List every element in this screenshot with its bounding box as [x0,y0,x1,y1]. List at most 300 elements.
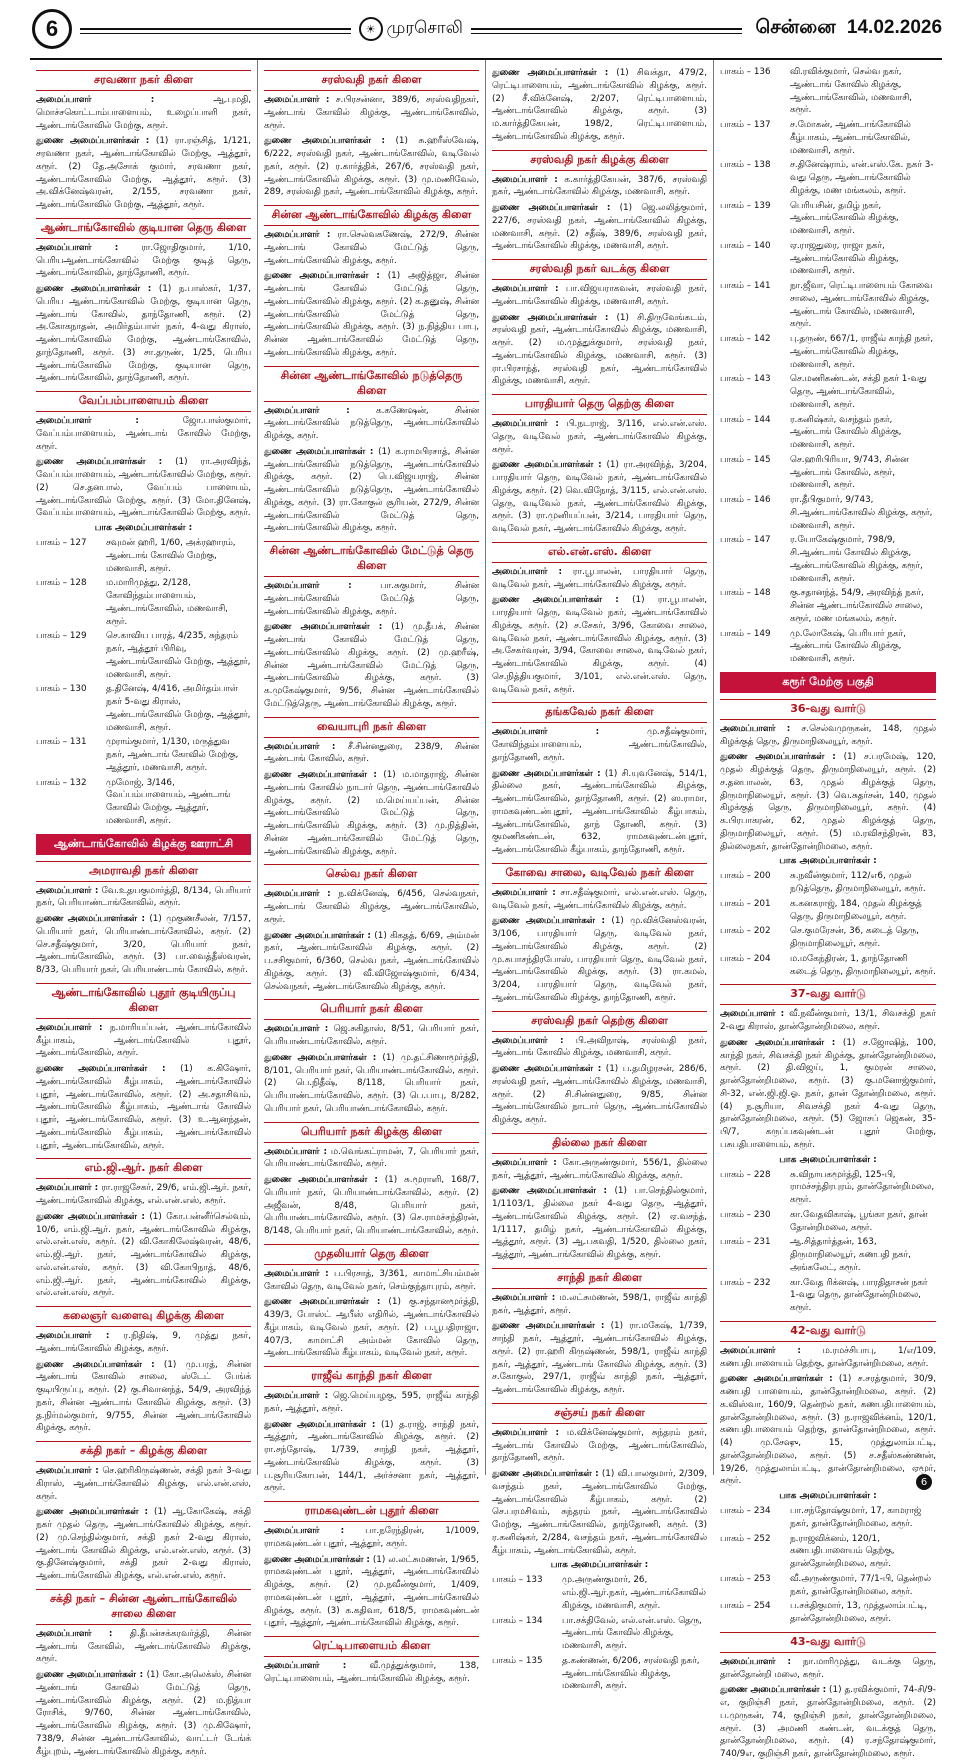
booth-entry [720,1169,936,1207]
member-details: (1) மு.பரத், சின்ன ஆண்டாங் கோவில் சாலை, ஸ்டேட் பேங்க் குடியிருப்பு, கரூர். (2) கு.சிவானந்த், 54/9, அரவிந்த் நகர், சின்ன ஆண்டாங் கோவில் கிழக்கு, கரூர். (3) த.நிர்மல்குமார், 9/755, சின்ன ஆண்டாங்கோவில் கிழக்கு, கரூர். [36,1359,251,1434]
member-paragraph [492,1468,707,1557]
booth-number: பாகம் – 147 [720,535,771,546]
booth-entry [36,577,251,628]
booth-member: ம.மகேந்திரன், 1, தாந்தோணி கடைத் தெரு, திருமாநிலையூர், கரூர். [790,953,936,977]
section-heading: பெரியார் நகர் கிளை [264,999,479,1020]
role-label: அமைப்பாளர் : [492,727,600,738]
member-paragraph [264,270,479,359]
role-label: துணை அமைப்பாளர்கள் : [492,1321,605,1332]
section-heading: 36-வது வார்டு [720,699,936,720]
role-label: அமைப்பாளர் : [264,1391,329,1401]
booth-entry [720,898,936,924]
role-label: துணை அமைப்பாளர்கள் : [36,1507,149,1518]
member-paragraph [36,242,251,280]
role-label: துணை அமைப்பாளர்கள் : [264,271,380,282]
member-paragraph [492,312,707,389]
booth-entry [720,454,936,492]
role-label: துணை அமைப்பாளர்கள் : [492,768,601,779]
booth-entry [720,587,936,625]
role-label: அமைப்பாளர் : [36,242,119,253]
member-paragraph [492,1185,707,1262]
member-paragraph [720,1656,936,1682]
booth-entry [720,66,936,117]
member-paragraph [36,94,251,132]
subheading: பாக அமைப்பாளர்கள் : [550,1560,649,1571]
role-label: துணை அமைப்பாளர்கள் : [720,752,836,763]
section-heading: ஆண்டாங்கோவில் புதூர் குடியிருப்பு கிளை [36,983,251,1019]
member-paragraph [264,1174,479,1238]
member-details: ஜெ.மெய்யழகு, 595, ராஜீவ் காந்தி நகர், ஆத்தூர், கரூர். [264,1391,479,1414]
role-label: துணை அமைப்பாளர்கள் : [492,1064,602,1074]
member-paragraph [36,1182,251,1208]
booth-number: பாகம் – 204 [720,953,771,964]
member-details: (1) சி.யுவனேஷ், 514/1, தில்லை நகர், ஆண்டாங்கோவில் கிழக்கு, ஆண்டாங்கோவில், தாந்தோணி, கரூர். (2) ஸ.ராமா, ராமகவுண்டன்புதூர், ஆண்டாங்கோவில் கீழ்பாகம், ஆண்டாங்கோவில், தாந் தோணி, கரூர். (3) குமணிகண்டன், 632, ராமகவுண்டன்புதூர், ஆண்டாங்கோவில் கீழ்பாகம், தாந்தோணி, கரூர். [492,768,707,855]
member-details: (1) ம.மாதராஜ், சின்ன ஆண்டாங் கோவில் நாடார் தெரு, ஆண்டாங்கோவில் கிழக்கு, கரூர். (2) ம.மெய்யப்பன், சின்ன ஆண்டாங்கோவில் மேட்டுத் தெரு, ஆண்டாங்கோவில் கிழக்கு, கரூர். (3) மு.நித்தின், சின்ன ஆண்டாங்கோவில் மேட்டுத் தெரு, ஆண்டாங்கோவில் கிழக்கு, கரூர். [264,770,479,857]
role-label: அமைப்பாளர் : [264,405,350,416]
member-details: பா.சுகுமார், சின்ன ஆண்டாங்கோவில் மேட்டுத் தெரு, ஆண்டாங்கோவில் கிழக்கு, கரூர். [264,581,479,617]
member-details: (1) ப.தமிழரசன், 286/6, சரஸ்வதி நகர், ஆண்டாங்கோவில் கிழக்கு, மணவாசி, கரூர். (2) சி.சின்னதுரை, 9/85, சின்ன ஆண்டாங்கோவில் நாடார் தெரு, ஆண்டாங்கோவில் கிழக்கு, கரூர். [492,1064,707,1125]
booth-member: வீ.அருண்குமார், 77/1-பி, தென்றல் நகர், தான்தோன்றிமலை, கரூர். [790,1573,931,1597]
member-paragraph [264,1146,479,1172]
member-details: (1) ஆ.கோகேஷ், சக்தி நகர் முதல் தெரு, ஆண்டாங்கோவில் கிழக்கு, கரூர். (2) மு.செந்தில்குமார், சக்தி நகர் 2-வது கிராஸ், ஆண்டாங் கோவில் கிழக்கு, எல்.என்.எஸ், கரூர். (3) கு.தினேஷ்குமார், சக்தி நகர் 2-வது கிராஸ், ஆண்டாங்கோவில் கிழக்கு, எல்.என்.எஸ், கரூர். [36,1507,251,1581]
member-paragraph [36,1330,251,1356]
booth-number: பாகம் – 128 [36,578,87,589]
dateline-date: 14.02.2026 [846,17,943,38]
member-details: பி.நடராஜ், 3/116, எல்.என்.எஸ். தெரு, வடிவேல் நகர், ஆண்டாங்கோவில் கிழக்கு, கரூர். [492,419,707,455]
role-label: அமைப்பாளர் : [264,1661,347,1671]
booth-member: த.கண்ணன், 6/206, சரஸ்வதி நகர், ஆண்டாங்கோவில் கிழக்கு, மணவாசி, கரூர். [562,1655,700,1692]
member-details: ம.வெங்கட்ராமன், 7, பெரியார் நகர், பெரியாண்டாங்கோவில், கரூர். [264,1146,479,1170]
role-label: துணை அமைப்பாளர்கள் : [36,457,163,468]
section-heading: எம்.ஜி.ஆர். நகர் கிளை [36,1158,251,1179]
role-label: துணை அமைப்பாளர்கள் : [36,1359,155,1370]
role-label: துணை அமைப்பாளர்கள் : [264,622,383,633]
section-heading: சாந்தி நகர் கிளை [492,1268,707,1289]
member-paragraph [720,1345,936,1371]
member-details: கோ.அருண்குமார், 556/1, தில்லை நகர், ஆத்தூர், ஆண்டாங்கோவில் கிழக்கு, கரூர். [492,1157,707,1181]
role-label: அமைப்பாளர் : [36,885,99,896]
role-label: அமைப்பாளர் : [720,1009,785,1020]
booth-member: மு.லோகேஷ், பெரியார் நகர், ஆண்டாங் கோவில் கிழக்கு, மணவாசி, கரூர். [790,628,906,664]
member-paragraph [264,135,479,199]
member-details: ச.செல்வமுருகன், 148, முதல் கிழக்குத் தெரு, திருமாநிலையூர், கரூர். [720,723,936,747]
booth-number: பாகம் – 230 [720,1209,771,1220]
role-label: துணை அமைப்பாளர்கள் : [36,284,152,294]
booth-entry [720,870,936,896]
booth-number: பாகம் – 234 [720,1506,771,1516]
member-paragraph [492,283,707,309]
booth-member: ம.மாரிமுத்து, 2/128, கோவிந்தம்பாளையம், ஆண்டாங்கோவில், மணவாசி, கரூர். [106,578,228,627]
role-label: துணை அமைப்பாளர்கள் : [36,1211,145,1222]
booth-member: கா.வேத ரிக்னஷ், பாரதிதாசன் நகர் 1-வது தெரு, தான்தோன்றிமலை, கரூர். [790,1277,928,1313]
booth-entry [720,628,936,666]
role-label: அமைப்பாளர் : [36,1331,110,1341]
booth-entry [720,925,936,951]
booth-number: பாகம் – 202 [720,926,771,937]
header-rule-right [471,28,742,30]
column-1 [30,60,258,1757]
booth-entry [492,1655,707,1693]
booth-number: பாகம் – 142 [720,334,771,344]
booth-entry [720,1600,936,1626]
booth-member: முராம்குமார், 1/130, மருத்துவ நகர், ஆண்டாங் கோவில் மேற்கு, ஆத்தூர், மணவாசி, கரூர். [106,737,239,773]
section-heading: பெரியார் நகர் கிழக்கு கிளை [264,1122,479,1143]
member-paragraph [492,1063,707,1127]
booth-entry [720,1533,936,1571]
booth-entry [720,119,936,157]
member-paragraph [492,566,707,592]
column-3 [486,60,714,1692]
member-paragraph [36,1628,251,1666]
role-label: துணை அமைப்பாளர்கள் : [264,1175,378,1185]
section-heading: சக்தி நகர் – கிழக்கு கிளை [36,1441,251,1462]
role-label: அமைப்பாளர் : [36,416,139,426]
member-details: (1) கிகதத், 6/69, அம்மன் நகர், ஆண்டாங்கோவில் கிழக்கு, கரூர். (2) ப.சசிகுமார், 6/360, செல்வ நகர், ஆண்டாங்கோவில் கிழக்கு, கரூர். (3) வீ.விஜோஷ்குமார், 6/434, செல்வநகர், ஆண்டாங்கோவில் கிழக்கு, கரூர். [264,930,479,992]
member-details: (1) சு.மூராளி, 168/7, பெரியார் நகர், பெரியாண்டாங்கோவில், கரூர். (2) அஜீவன், 8/48, பெரியார் நகர், பெரியாண்டாங்கோவில், கரூர். (3) செ.ராமச்சந்திரன், 8/148, பெரியார் நகர், பெரியாண்டாங்கோவில், கரூர். [264,1175,479,1236]
role-label: துணை அமைப்பாளர்கள் : [492,203,611,213]
section-heading: சரஸ்வதி நகர் கிழக்கு கிளை [492,150,707,171]
booth-number: பாகம் – 141 [720,281,771,291]
member-details: ர.நிதிஷ், 9, முத்து நகர், ஆண்டாங்கோவில் கிழக்கு, கரூர். [36,1331,252,1354]
member-paragraph [36,913,251,977]
role-label: துணை அமைப்பாளர்கள் : [492,1469,599,1479]
booth-entry [720,1209,936,1235]
subheading: பாக அமைப்பாளர்கள் : [779,1154,877,1165]
booth-entry [720,240,936,278]
section-heading: சரஸ்வதி நகர் தெற்கு கிளை [492,1011,707,1032]
role-label: அமைப்பாளர் : [492,1157,557,1168]
role-label: துணை அமைப்பாளர்கள் : [264,1052,377,1063]
member-details: (1) மு.விக்னேஸ்வரன், 3/106, பாரதியார் தெரு, வடிவேல் நகர், ஆண்டாங்கோவில் கிழக்கு, கரூர். (2) மு.சுபாசந்திரபோஸ், பாரதியார் தெரு, வடிவேல் நகர், ஆண்டாங்கோவில் கிழக்கு, கரூர். (3) ரா.கமல், 3/204, பாரதியார் தெரு, வடிவேல் நகர், ஆண்டாங்கோவில் கிழக்கு, தாந்தோணி, கரூர். [492,916,707,1003]
role-label: துணை அமைப்பாளர்கள் : [492,595,619,606]
member-details: (1) ஜெ.லலித்குமார், 227/6, சரஸ்வதி நகர், ஆண்டாங்கோவில் கிழக்கு, மணவாசி, கரூர். (2) சதீஷ், 389/6, சரஸ்வதி நகர், ஆண்டாங்கோவில் கிழக்கு, மணவாசி, கரூர். [492,203,707,252]
member-paragraph [36,1211,251,1300]
member-paragraph [36,415,251,453]
booth-number: பாகம் – 140 [720,240,771,251]
role-label: அமைப்பாளர் : [264,581,352,591]
role-label: அமைப்பாளர் : [492,419,559,429]
booth-number: பாகம் – 134 [492,1615,543,1626]
role-label: அமைப்பாளர் : [264,1268,329,1279]
section-heading: 42-வது வார்டு [720,1321,936,1342]
member-details: (1) கு.சந்தானமூர்த்தி, 439/3, போஸ்ட் ஆபீஸ் எதிரில், ஆண்டாங்கோவில் கீழ்பாகம், வடிவேல் நகர், கரூர். (2) ப.பூபதிராஜா, 407/3, காமாட்சி அம்மன் கோவில் தெரு, ஆண்டாங்கோவில் கீழ்பாகம், வடிவேல் நகர், கரூர். [264,1297,479,1359]
member-paragraph [492,1427,707,1465]
section-heading: எல்.என்.எஸ். கிளை [492,542,707,563]
booth-number: பாகம் – 135 [492,1655,543,1666]
role-label: அமைப்பாளர் : [264,741,336,752]
member-details: (1) கோ.பன்னீர்செல்வம், 10/6, எம்.ஜி.ஆர். நகர், ஆண்டாங்கோவில் கிழக்கு, எல்.என்.எஸ், கரூர். (2) வி.கோகிலேஷ்வரன், 48/6, எம்.ஜி.ஆர். நகர், ஆண்டாங்கோவில் கிழக்கு, எல்.என்.எஸ், கரூர். (3) வி.கோபிநாத், 48/6, எம்.ஜி.ஆர். நகர், ஆண்டாங்கோவில் கிழக்கு, எல்.என்.எஸ், கரூர். [36,1211,251,1299]
booth-member: த.தினேஷ், 4/416, அமிர்தம்பாள் நகர் 5-வது கிராஸ், ஆண்டாங்கோவில் மேற்கு, ஆத்தூர், மணவாசி, கரூர். [106,684,251,733]
member-details: (1) ரா.ரஞ்சித், 1/121, சரவணா நகர், ஆண்டாங்கோவில் மேற்கு, ஆத்தூர், கரூர். (2) தே.அசோக் குமார், சரவணா நகர், ஆண்டாங்கோவில் மேற்கு, ஆத்தூர், கரூர். (3) அ.விக்னேஷ்வரன், 2/155, சரவணா நகர், ஆண்டாங்கோவில் மேற்கு, ஆத்தூர், கரூர். [36,136,251,210]
role-label: துணை அமைப்பாளர்கள் : [264,136,386,147]
booth-member: செ.குமரேசன், 36, கடைத் தெரு, திருமாநிலையூர், கரூர். [790,926,919,949]
booth-number: பாகம் – 228 [720,1169,771,1180]
member-paragraph [36,885,251,911]
member-details: (1) ச.ஜோஷித், 100, காந்தி நகர், சிவசக்தி நகர் கிழக்கு, தான்தோன்றிமலை, கரூர். (2) தி.விஜய், 1, குமரன் சாலை, தான்தோன்றிமலை, கரூர். (3) கு.மனோஜ்குமார், சி-32, என்.ஜி.ஜி.ஓ. நகர், தான் தோன்றிமலை, கரூர். (4) ந.சூரியா, சிவசக்தி நகர் 4-வது தெரு, தான்தோன்றிமலை, கரூர். (5) ஜோசப் ஜெகன், 35-பி/7, கருப்பகவுண்டன் புதூர் மேற்கு, பசுபதிபாளையம், கரூர். [720,1037,936,1150]
booth-member: ர.கனிஷ்கர், வசந்தம் நகர், ஆண்டாங் கோவில் கிழக்கு, மணவாசி, கரூர். [790,414,902,450]
section-heading: ரெட்டிபாளையம் கிளை [264,1636,479,1657]
booth-entry [36,777,251,828]
dateline-city: சென்னை [755,17,836,38]
booth-entry [36,537,251,575]
footer-page-number: 6 [916,1474,932,1490]
masthead-logo [359,17,464,41]
role-label: அமைப்பாளர் : [264,95,330,105]
booth-entry [720,280,936,331]
member-paragraph [264,229,479,267]
role-label: அமைப்பாளர் : [264,230,331,240]
section-heading: கோவை சாலை, வடிவேல் நகர் கிளை [492,863,707,884]
booth-member: ந.ராஜவிக்னம், 120/1, கணபதிபாளையம் தெற்கு, தான்தோன்றிமலை, கரூர். [790,1533,895,1569]
member-paragraph [264,888,479,926]
role-label: அமைப்பாளர் : [264,1146,328,1157]
member-paragraph [264,769,479,858]
member-details: தி.தீபன்சக்கரவர்த்தி, சின்ன ஆண்டாங் கோவில், ஆண்டாங்கோவில் கிழக்கு, கரூர். [36,1628,252,1665]
member-details: (1) ந.பாஸ்கர், 1/37, பெரிய ஆண்டாங்கோவில் மேற்கு, குடியான தெரு, ஆண்டாங் கோவில், தாந்தோணி, கரூர். (2) அ.கோகநாதன், அமிர்தம்பாள் நகர், 4-வது கிராஸ், ஆண்டாங்கோவில் மேற்கு, ஆண்டாங்கோவில், தாந்தோணி, கரூர். (3) சா.தருண், 1/25, பெரிய ஆண்டாங்கோவில் மேற்கு, குடியான தெரு, ஆண்டாங்கோவில், தாந்தோணி, கரூர். [36,284,252,384]
booth-entry [720,414,936,452]
role-label: அமைப்பாளர் : [492,566,563,577]
booth-number: பாகம் – 139 [720,200,771,211]
section-heading: சரவணா நகர் கிளை [36,70,251,91]
booth-member: ரா.தீபிகுமார், 9/743, சி.ஆண்டாங்கோவில் கிழக்கு, கரூர், மணவாசி, கரூர். [790,495,933,531]
role-label: அமைப்பாளர் : [492,284,559,294]
section-heading: வையாபுரி நகர் கிளை [264,717,479,738]
member-details: ரா.செல்வகணேஷ், 272/9, சின்ன ஆண்டாங் கோவில் மேட்டுத் தெரு, ஆண்டாங்கோவில் கிழக்கு, கரூர். [264,230,479,266]
column-4 [714,60,942,1759]
role-label: துணை அமைப்பாளர்கள் : [492,916,605,927]
area-banner: கரூர் மேற்கு பகுதி [720,672,936,693]
role-label: துணை அமைப்பாளர்கள் : [264,770,377,780]
member-paragraph [264,446,479,535]
booth-entry [720,534,936,585]
section-heading: ஆண்டாங்கோவில் குடியான தெரு கிளை [36,218,251,239]
member-details: (1) சிவக்தா, 479/2, ரெட்டிபாளையம், ஆண்டாங்கோவில் கிழக்கு, கரூர். (2) சீ.விக்னேஷ், 2/207, ரெட்டிபாளையம், ஆண்டாங்கோவில் கிழக்கு, கரூர். (3) ம.கார்த்திகேயன், 198/2, ரெட்டிபாளையம், ஆண்டாங்கோவில் கிழக்கு, கரூர். [492,68,707,142]
member-details: ஆ.புமதி, மொச்சகொட்டாம்பாளையம், உழைப்பாளி நகர், ஆண்டாங்கோவில் மேற்கு, கரூர். [36,95,251,131]
role-label: அமைப்பாளர் : [36,1628,113,1639]
section-heading: 37-வது வார்டு [720,984,936,1005]
booth-member: சு.விநாயகமூர்த்தி, 125-பி, ராமச்சந்திரபுரம், தான்தோன்றிமலை, கரூர். [790,1169,935,1205]
member-paragraph [492,202,707,253]
member-details: ந.மாரியப்பன், ஆண்டாங்கோவில் கீழ்பாகம், ஆண்டாங்கோவில் புதூர், ஆண்டாங்கோவில், கரூர். [36,1022,252,1059]
booth-member: செ.ஹரிபிரியா, 9/743, சின்ன ஆண்டாங் கோவில், கரூர், மணவாசி, கரூர். [790,454,909,491]
member-details: (1) ரா.அரவிந்த், வேப்பம்பாளையம், ஆண்டாங்கோவில் மேற்கு, கரூர். (2) செ.தனபால், வேப்பம் பாளையம், ஆண்டாங்கோவில் மேற்கு, கரூர். (3) மோ.தினேஷ், வேப்பம்பாளையம், ஆண்டாங்கோவில் மேற்கு, கரூர். [36,457,251,519]
member-details: பா.விஜயராகவன், சரஸ்வதி நகர், ஆண்டாங்கோவில் கிழக்கு, மணவாசி, கரூர். [492,284,707,307]
role-label: அமைப்பாளர் : [264,889,331,900]
role-label: துணை அமைப்பாளர்கள் : [492,1186,608,1197]
booth-number: பாகம் – 232 [720,1277,771,1288]
role-label: அமைப்பாளர் : [492,174,558,185]
member-details: சீ.சின்னதுரை, 238/9, சின்ன ஆண்டாங் கோவில், கரூர். [264,741,479,765]
member-details: வே.உதயகுமார்த்தி, 8/134, பெரியார் நகர், பெரியாண்டாங்கோவில், கரூர். [36,885,252,909]
booth-number: பாகம் – 127 [36,538,87,548]
section-heading: செல்வ நகர் கிளை [264,864,479,885]
member-paragraph [492,67,707,144]
member-details: (1) ரா.பூபாலன், பாரதியார் தெரு, வடிவேல் நகர், ஆண்டாங்கோவில் கிழக்கு, கரூர். (2) ச.சேகர், 3/96, கோவை சாலை, வடிவேல் நகர், ஆண்டாங்கோவில் கிழக்கு, கரூர். (3) அ.சேகர்வரன், 3/94, கோவை சாலை, வடிவேல் நகர், ஆண்டாங்கோவில் கிழக்கு, கரூர். (4) செ.நித்தியகுமார், 3/101, எல்.என்.எஸ். தெரு, வடிவேல் நகர், கரூர். [492,595,707,695]
section-heading: 43-வது வார்டு [720,1632,936,1653]
member-details: ம.லட்சுமணன், 598/1, ராஜீவ் காந்தி நகர், ஆத்தூர், கரூர். [492,1292,707,1316]
role-label: அமைப்பாளர் : [720,1656,792,1667]
role-label: அமைப்பாளர் : [36,1022,103,1033]
booth-entry [720,159,936,197]
member-paragraph [36,1669,251,1758]
member-details: ம.விக்னேஷ்குமார், சுந்தரம் நகர், ஆண்டாங் கோவில் மேற்கு, ஆண்டாங்கோவில், தாந்தோணி, கரூர். [492,1427,707,1464]
booth-number: பாகம் – 252 [720,1533,771,1544]
member-paragraph [492,459,707,536]
member-details: (1) க.ராமபிரசாத், சின்ன ஆண்டாங்கோவில் நடுத்தெரு, ஆண்டாங்கோவில் கிழக்கு, கரூர். (2) பெ.விஜயராஜ், சின்ன ஆண்டாங்கோவில் நடுத்தெரு, ஆண்டாங்கோவில் கிழக்கு, கரூர். (3) ரா.கோகுல் சூரியன், 272/9, சின்ன ஆண்டாங்கோவில் மேட்டுத் தெரு, ஆண்டாங்கோவில் கிழக்கு, கரூர். [264,446,479,534]
booth-member: பெரியசின், தமிழ் நகர், ஆண்டாங்கோவில் கிழக்கு, மணவாசி, கரூர். [790,200,899,236]
booth-number: பாகம் – 254 [720,1601,771,1612]
booth-number: பாகம் – 136 [720,67,771,77]
member-paragraph [36,135,251,212]
role-label: துணை அமைப்பாளர்கள் : [720,1374,833,1385]
role-label: துணை அமைப்பாளர்கள் : [36,914,145,924]
dateline [750,17,943,41]
booth-number: பாகம் – 129 [36,631,87,642]
role-label: அமைப்பாளர் : [264,1526,345,1536]
member-details: பி.அவிநாஷ், சரஸ்வதி நகர், ஆண்டாங் கோவில் கிழக்கு, மணவாசி, கரூர். [492,1035,708,1059]
subheading: பாக அமைப்பாளர்கள் : [779,1491,877,1501]
booth-member: நா.ஜீவா, ரெட்டிபாளையம் கோவை சாலை, ஆண்டாங்கோவில் கிழக்கு, ஆண்டாங் கோவில், மணவாசி, கரூர். [790,281,933,330]
member-paragraph [492,174,707,200]
booth-entry [492,1615,707,1653]
role-label: துணை அமைப்பாளர்கள் : [720,1685,827,1696]
member-paragraph [264,930,479,994]
member-paragraph [264,405,479,443]
member-paragraph [492,1320,707,1397]
booth-member: கு.சதானந்த், 54/9, அரவிந்த் நகர், சின்ன ஆண்டாங்கோவில் சாலை, கரூர், மண மங்கலம், கரூர். [790,588,924,624]
member-paragraph [36,1506,251,1583]
area-banner: ஆண்டாங்கோவில் கிழக்கு ஊராட்சி [36,834,251,855]
section-heading: கலைஞர் வளைவு கிழக்கு கிளை [36,1306,251,1327]
member-paragraph [492,594,707,696]
member-details: (1) ச.சரத்குமார், 30/9, கணபதி பாளையம், தான்தோன்றிமலை, கரூர். (2) க.விஸ்வா, 160/9, தென்றல் நகர், கணபதிபாளையம், தான்தோன்றிமலை, கரூர். (3) ந.ராஜவிக்னம், 120/1, கணபதிபாளையம் தெற்கு, தான்தோன்றிமலை, கரூர். (4) மு.சேஷு, 15, முத்துலாம்பட்டி, தான்தோன்றிமலை, கரூர். (5) ச.சதீஸ்கண்ணன், 19/26, முத்துலாம்பட்டி, தான்தோன்றிமலை, ஏமூர், கரூர். [720,1374,936,1487]
member-paragraph [36,1063,251,1152]
booth-entry [492,1574,707,1612]
member-details: (1) மு.தட்சிணாமூர்த்தி, 8/101, பெரியார் நகர், பெரியாண்டாங்கோவில், கரூர். (2) பெ.நிதீஷ், 8/118, பெரியார் நகர், பெரியாண்டாங்கோவில், கரூர். (3) பெ.பாபு, 8/282, பெரியார் நகர், பெரியாண்டாங்கோவில், கரூர். [264,1052,479,1114]
booth-entry [720,1505,936,1531]
member-details: ரா.ராஜசேகர், 29/6, எம்.ஜி.ஆர். நகர், ஆண்டாங்கோவில் கிழக்கு, எல்.என்.எஸ், கரூர். [36,1183,251,1206]
paper-name: முரசொலி [386,18,463,38]
role-label: அமைப்பாளர் : [36,1183,99,1194]
member-details: (1) த.ராஜ், சாந்தி நகர், ஆத்தூர், ஆண்டாங்கோவில் கிழக்கு, கரூர். (2) ரா.சந்தோஷ், 1/739, சாந்தி நகர், ஆத்தூர், ஆண்டாங்கோவில் கிழக்கு, கரூர். (3) ப.சூரியகோபன், 144/1, அர்ச்சனா நகர், ஆத்தூர், கரூர். [264,1419,479,1494]
booth-number: பாகம் – 253 [720,1573,771,1584]
member-paragraph [492,1035,707,1061]
booth-member: முமோஜ், 3/146, வேப்பம்பாளையம், ஆண்டாங் கோவில் மேற்கு, ஆத்தூர், மணவாசி, கரூர். [106,777,231,826]
member-paragraph [492,1157,707,1183]
booth-entry [720,953,936,979]
booth-entry [36,630,251,681]
member-details: (1) ரா.மகேஷ், 1/739, சாந்தி நகர், ஆத்தூர், ஆண்டாங்கோவில் கிழக்கு, கரூர். (2) ரா.ஹரி கிருஷ்ணன், 598/1, ராஜீவ் காந்தி நகர், ஆத்தூர், ஆண்டாங் கோவில் கிழக்கு, கரூர். (3) ச.கோகுல், 297/1, ராஜீவ் காந்தி நகர், ஆத்தூர், ஆண்டாங்கோவில் கிழக்கு, கரூர். [492,1321,707,1395]
role-label: துணை அமைப்பாளர்கள் : [36,1670,144,1680]
section-heading: தங்கவேல் நகர் கிளை [492,702,707,723]
booth-number: பாகம் – 132 [36,777,87,788]
booth-member: செ.காவிய பாரத், 4/235, சுந்தரம் நகர், ஆத்தூர் பிரிவு, ஆண்டாங்கோவில் மேற்கு, ஆத்தூர், மணவாசி, கரூர். [106,631,251,680]
booth-number: பாகம் – 130 [36,684,87,695]
role-label: துணை அமைப்பாளர்கள் : [492,460,602,471]
member-paragraph [720,751,936,853]
booth-member: கா.வேதவிகாஷ், பூங்கா நகர், தான் தோன்றிமலை, கரூர். [790,1209,928,1233]
section-heading: சின்ன ஆண்டாங்கோவில் நடுத்தெரு கிளை [264,366,479,402]
member-paragraph [720,723,936,749]
member-paragraph [36,283,251,385]
member-details: (1) சி.திருவேங்கடம், சரஸ்வதி நகர், ஆண்டாங்கோவில் கிழக்கு, மணவாசி, கரூர். (2) ம.முத்துக்குமார், சரஸ்வதி நகர், ஆண்டாங்கோவில் கிழக்கு, மணவாசி, கரூர். (3) ரா.பிரசாந்த், சரஸ்வதி நகர், ஆண்டாங்கோவில் கிழக்கு, மணவாசி, கரூர். [492,312,707,387]
section-heading: முதலியார் தெரு கிளை [264,1244,479,1265]
member-details: (1) ரா.அரவிந்த், 3/204, பாரதியார் தெரு, வடிவேல் நகர், ஆண்டாங்கோவில் கிழக்கு, கரூர். (2) வெ.விநோத், 3/115, எல்.என்.எஸ். தெரு, வடிவேல் நகர், ஆண்டாங்கோவில் கிழக்கு, கரூர். (3) ரா.முனியப்பன், 3/214, பாரதியார் தெரு, வடிவேல் நகர், ஆண்டாங்கோவில் கிழக்கு, கரூர். [492,460,707,534]
role-label: அமைப்பாளர் : [264,1024,329,1035]
subheading: பாக அமைப்பாளர்கள் : [779,856,877,867]
section-heading: சரஸ்வதி நகர் கிளை [264,70,479,91]
member-details: (1) முகுணசீலன், 7/157, பெரியார் நகர், பெரியாண்டாங்கோவில், கரூர். (2) செ.சதீஷ்குமார், 3/20, பெரியார் நகர், ஆண்டாங்கோவில், கரூர். (3) பா.வைத்தீஸ்வரன், 8/33, பெரியார் நகர், பெரியாண்டாங் கோவில், கரூர். [36,914,251,975]
booth-member: க.கனகராஜ், 184, முதல் கிழக்குத் தெரு, திருமாநிலையூர், கரூர். [790,898,922,922]
member-details: நா.மாரிமுத்து, வடக்கு தெரு, தான்தோன்றி மலை, கரூர். [720,1656,936,1680]
booth-entry [720,333,936,371]
page-number-badge: 6 [32,9,72,49]
booth-member: மு.அருண்குமார், 26, எம்.ஜி.ஆர்.நகர், ஆண்டாங்கோவில் கிழக்கு, மணவாசி, கரூர். [562,1575,706,1611]
member-paragraph [264,1023,479,1049]
member-details: ஜோ.பாஸ்குமார், வேப்பம்பாளையம், ஆண்டாங் கோவில் மேற்கு, கரூர். [36,416,251,452]
member-details: க.கணேஷன், சின்ன ஆண்டாங்கோவில் நடுத்தெரு, ஆண்டாங்கோவில் கிழக்கு, கரூர். [264,405,479,441]
section-heading: சின்ன ஆண்டாங்கோவில் மேட்டுத் தெரு கிளை [264,541,479,577]
member-paragraph [264,580,479,618]
member-paragraph [264,1660,479,1686]
section-heading: தில்லை நகர் கிளை [492,1133,707,1154]
member-details: ரா.ஜோதிகுமார், 1/10, பெரியஆண்டாங்கோவில் மேற்கு குடித் தெரு, ஆண்டாங்கோவில், தாந்தோணி, கரூர். [36,242,251,279]
role-label: துணை அமைப்பாளர்கள் : [720,1037,836,1048]
role-label: அமைப்பாளர் : [492,1035,564,1046]
member-details: (1) கோ.அலெக்ஸ், சின்ன ஆண்டாங் கோவில் மேட்டுத் தெரு, ஆண்டாங்கோவில் கிழக்கு, கரூர். (2) ம.நித்யா ரோசிக், 9/760, சின்ன ஆண்டாங்கோவில், ஆண்டாங்கோவில் கிழக்கு, கரூர். (3) மு.கிஷோர், 738/9, சின்ன ஆண்டாங்கோவில், வாட்டர் டேங்க் கீழ்புறம், ஆண்டாங்கோவில் கிழக்கு, கரூர். [36,1670,251,1757]
role-label: அமைப்பாளர் : [492,1427,560,1438]
role-label: அமைப்பாளர் : [492,1292,556,1303]
member-paragraph [720,1684,936,1761]
booth-number: பாகம் – 137 [720,120,771,130]
member-details: பா.நரேந்திரன், 1/1009, ராமகவுண்டன் புதூர், ஆத்தூர், கரூர். [264,1526,480,1549]
section-heading: ராமகவுண்டன் புதூர் கிளை [264,1501,479,1522]
member-details: ந.விக்னேஷ், 6/456, செல்வநகர், ஆண்டாங் கோவில் கிழக்கு, ஆண்டாங்கோவில், கரூர். [264,889,479,925]
member-details: மு.சதீஷ்குமார், கோவிந்தம்பாளையம், ஆண்டாங்கோவில், தாந்தோணி, கரூர். [492,727,707,763]
member-paragraph [264,94,479,132]
member-paragraph [264,1419,479,1496]
member-paragraph [492,915,707,1004]
booth-member: ப.சக்திகுமார், 13, முத்தலாம்பட்டி, தான்தோன்றிமலை, கரூர். [790,1601,928,1624]
role-label: அமைப்பாளர் : [36,1466,99,1476]
booth-member: பா.சந்தோஷ்குமார், 17, காமராஜ் நகர், தான்தோன்றிமலை, கரூர். [790,1506,922,1529]
section-heading: சரஸ்வதி நகர் வடக்கு கிளை [492,259,707,280]
section-heading: பாரதியார் தெரு தெற்கு கிளை [492,394,707,415]
member-details: (1) த.ரவிக்குமார், 74-சி/9-எ, குறிஞ்சி நகர், தான்தோன்றிமலை, கரூர். (2) ப.முருகன், 74, குறிஞ்சி நகர், தான்தோன்றிமலை, கரூர். (3) அமணி கண்டன், வடக்குத் தெரு, தான்தோன்றிமலை, கரூர். (4) ர.சந்தோஷ்குமார், 740/9எ, குறிஞ்சி நகர், தான்தோன்றிமலை, கரூர். [720,1685,936,1759]
member-details: (1) பா.செந்தில்குமார், 1/1103/1, தில்லை நகர் 4-வது தெரு, ஆத்தூர், ஆண்டாங்கோவில் கிழக்கு, கரூர். (2) ஏ.வசந்த், 1/1117, தமிழ் நகர், ஆண்டாங்கோவில் கிழக்கு, ஆத்தூர், கரூர். (3) ஆ.பகவதி, 1/520, தில்லை நகர், ஆத்தூர், ஆண்டாங்கோவில் கிழக்கு, கரூர். [492,1186,707,1260]
booth-number: பாகம் – 138 [720,160,771,171]
member-details: (1) வி.பாலகுமார், 2/309, வசந்தம் நகர், ஆண்டாங்கோவில் மேற்கு, ஆண்டாங்கோவில் கீழ்பாகம், கரூர். (2) செ.பரமசிவம், சுந்தரம் நகர், ஆண்டாங்கோவில் மேற்கு, ஆண்டாங்கோவில், தாந்தோணி, கரூர். (3) ர.கனிஷ்கர், 2/284, வசந்தம் நகர், ஆண்டாங்கோவில் கீழ்பாகம், ஆண்டாங்கோவில், கரூர். [492,1469,707,1556]
column-2 [258,60,486,1684]
masthead [30,0,942,58]
subheading: பாக அமைப்பாளர்கள் : [94,523,193,533]
booth-member: பு.தருண், 667/1, ராஜீவ் காந்தி நகர், ஆண்டாங்கோவில் கிழக்கு, மணவாசி, கரூர். [790,334,934,370]
booth-entry [720,1573,936,1599]
role-label: துணை அமைப்பாளர்கள் : [492,312,609,323]
booth-number: பாகம் – 231 [720,1237,771,1248]
booth-member: ஏ.ராஜதுரை, ராஜா நகர், ஆண்டாங்கோவில் கிழக்கு, மணவாசி, கரூர். [790,240,899,277]
section-heading: ராஜீவ் காந்தி நகர் கிளை [264,1366,479,1387]
role-label: துணை அமைப்பாளர்கள் : [264,446,374,457]
booth-number: பாகம் – 200 [720,871,771,882]
member-details: (1) சு.ஹரீஸ்வேஷ், 6/222, சரஸ்வதி நகர், ஆண்டாங்கோவில், வடிவேல் நகர், கரூர். (2) ர.கார்த்திக், 267/6, சரஸ்வதி நகர், ஆண்டாங்கோவில் கிழக்கு, கரூர். (3) மு.மணிவேல், 289, சரஸ்வதி நகர், ஆண்டாங்கோவில் கிழக்கு, கரூர். [264,136,479,198]
booth-number: பாகம் – 146 [720,495,771,505]
member-details: (1) ல.லட்சுமணன், 1/965, ராமகவுண்டன் புதூர், ஆத்தூர், ஆண்டாங்கோவில் கிழக்கு, கரூர். (2) மு.நவீன்குமார், 1/409, ராமகவுண்டன் புதூர், ஆத்தூர், ஆண்டாங்கோவில் கிழக்கு, கரூர். (3) க.கதிவா, 618/5, ராமகவுண்டன் புதூர், ஆத்தூர், ஆண்டாங்கோவில் கிழக்கு, கரூர். [264,1554,479,1629]
booth-member: வி.ரவிக்குமார், செல்வ நகர், ஆண்டாங் கோவில் கிழக்கு, ஆண்டாங்கோவில், மணவாசி, கரூர். [790,67,912,116]
booth-member: ச.தினேஷ்ராம், என்.எஸ்.கே. நகர் 3-வது தெரு, ஆண்டாங்கோவில் கிழக்கு, மண மங்கலம், கரூர். [790,160,934,196]
role-label: துணை அமைப்பாளர்கள் : [36,1064,166,1074]
member-paragraph [264,1296,479,1360]
